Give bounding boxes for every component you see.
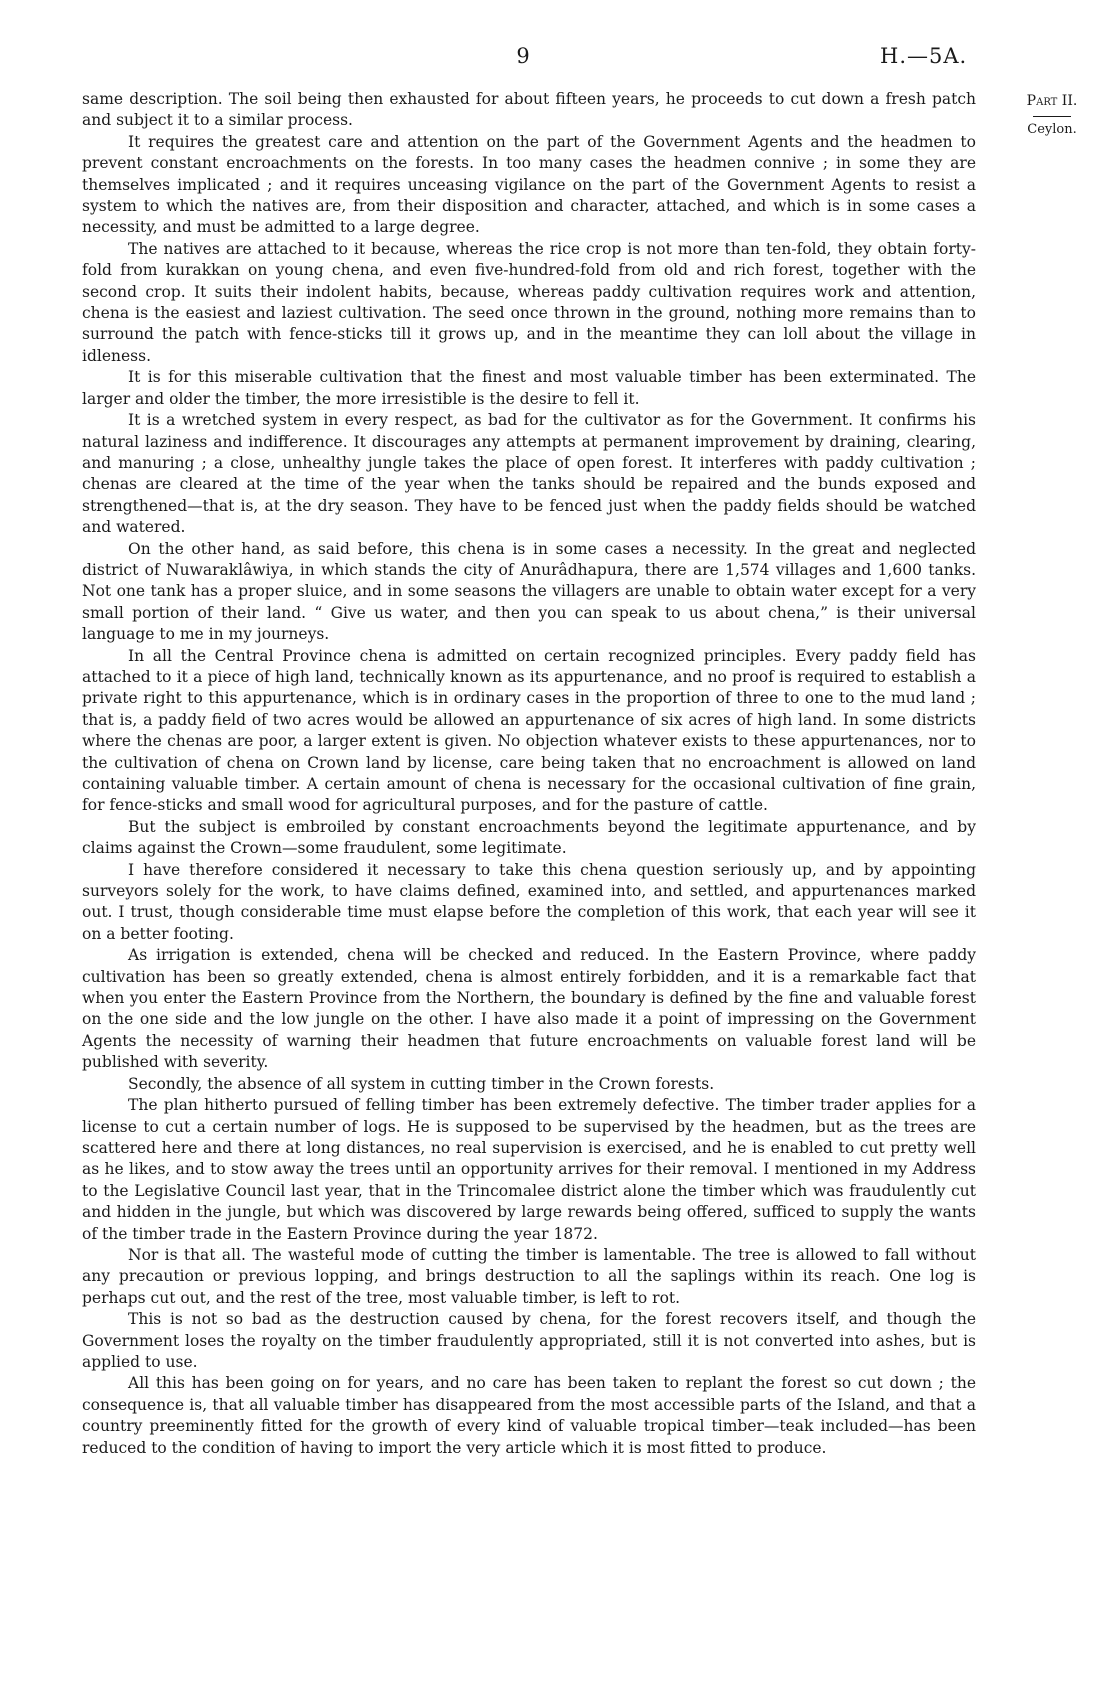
- paragraph: This is not so bad as the destruction caused by chena, for the forest recovers itself, and though the Government loses the royalty on the timber fraudulently appropriated, still it is not converted into ashes, but is applied to use.: [82, 1310, 976, 1371]
- paragraph: Secondly, the absence of all system in cutting timber in the Crown forests.: [128, 1074, 715, 1093]
- paragraph: The plan hitherto pursued of felling timber has been extremely defective. The timber trader applies for a license to cut a certain number of logs. He is supposed to be supervised by the headmen, but as the trees are scattered here and there at long distances, no real supervision is exercised, and he is enabled to cut pretty well as he likes, and to stow away the trees until an opportunity arrives for their removal. I mentioned in my Address to the Legislative Council last year, that in the Trincomalee district alone the timber which was fraudulently cut and hidden in the jungle, but which was discovered by large rewards being offered, sufficed to supply the wants of the timber trade in the Eastern Province during the year 1872.: [82, 1096, 976, 1243]
- page-number: 9: [516, 44, 530, 68]
- paragraph: It is for this miserable cultivation that the finest and most valuable timber has been exterminated. The larger and older the timber, the more irresistible is the desire to fell it.: [82, 368, 976, 408]
- margin-note-country: Ceylon.: [1027, 122, 1077, 137]
- paragraph: same description. The soil being then exhausted for about fifteen years, he proceeds to cut down a fresh patch and subject it to a similar process.: [82, 90, 976, 130]
- paragraph: It is a wretched system in every respect, as bad for the cultivator as for the Government. It confirms his natural laziness and indifference. It discourages any attempts at permanent improvement by draining, clearing, and manuring ; a close, unhealthy jungle takes the place of open forest. It interferes with paddy cultivation ; chenas are cleared at the time of the year when the tanks should be repaired and the bunds exposed and strengthened—that is, at the dry season. They have to be fenced just when the paddy fields should be watched and watered.: [82, 411, 976, 537]
- paragraph: As irrigation is extended, chena will be checked and reduced. In the Eastern Province, where paddy cultivation has been so greatly extended, chena is almost entirely forbidden, and it is a remarkable fact that when you enter the Eastern Province from the Northern, the boundary is defined by the fine and valuable forest on the one side and the low jungle on the other. I have also made it a point of impressing on the Government Agents the necessity of warning their headmen that future encroachments on valuable forest land will be published with severity.: [82, 946, 976, 1072]
- margin-note: [1010, 88, 1094, 143]
- paragraph: On the other hand, as said before, this chena is in some cases a necessity. In the great and neglected district of Nuwaraklâwiya, in which stands the city of Anurâdhapura, there are 1,574 villages and 1,600 tanks. Not one tank has a proper sluice, and in some seasons the villagers are unable to obtain water except for a very small portion of their land. “ Give us water, and then you can speak to us about chena,” is their universal language to me in my journeys.: [82, 539, 976, 644]
- paragraph: The natives are attached to it because, whereas the rice crop is not more than ten-fold, they obtain forty-fold from kurakkan on young chena, and even five-hundred-fold from old and rich forest, together with the second crop. It suits their indolent habits, because, whereas paddy cultivation requires work and attention, chena is the easiest and laziest cultivation. The seed once thrown in the ground, nothing more remains than to surround the patch with fence-sticks till it grows up, and in the meantime they can loll about the village in idleness.: [82, 239, 976, 365]
- paragraph: All this has been going on for years, and no care has been taken to replant the forest so cut down ; the consequence is, that all valuable timber has disappeared from the most accessible parts of the Island, and that a country preeminently fitted for the growth of every kind of valuable tropical timber—teak included—has been reduced to the condition of having to import the very article which it is most fitted to produce.: [82, 1374, 976, 1457]
- body-text: [82, 89, 976, 1459]
- margin-note-part: Part II.: [1026, 93, 1078, 109]
- paragraph: But the subject is embroiled by constant encroachments beyond the legitimate appurtenance, and by claims against the Crown—some fraudulent, some legitimate.: [82, 817, 976, 858]
- paragraph: Nor is that all. The wasteful mode of cutting the timber is lamentable. The tree is allowed to fall without any precaution or previous lopping, and brings destruction to all the saplings within its reach. One log is perhaps cut out, and the rest of the tree, most valuable timber, is left to rot.: [82, 1245, 976, 1307]
- paragraph: I have therefore considered it necessary to take this chena question seriously up, and by appointing surveyors solely for the work, to have claims defined, examined into, and settled, and appurtenances marked out. I trust, though considerable time must elapse before the completion of this work, that each year will see it on a better footing.: [82, 860, 976, 943]
- paragraph: It requires the greatest care and attention on the part of the Government Agents and the headmen to prevent constant encroachments on the forests. In too many cases the headmen connive ; in some they are themselves implicated ; and it requires unceasing vigilance on the part of the Government Agents to resist a system to which the natives are, from their disposition and character, attached, and which is in some cases a necessity, and must be admitted to a large degree.: [82, 132, 976, 237]
- paragraph: In all the Central Province chena is admitted on certain recognized principles. Every paddy field has attached to it a piece of high land, technically known as its appurtenance, and no proof is required to establish a private right to this appurtenance, which is in ordinary cases in the proportion of three to one to the mud land ; that is, a paddy field of two acres would be allowed an appurtenance of six acres of high land. In some districts where the chenas are poor, a larger extent is given. No objection whatever exists to these appurtenances, nor to the cultivation of chena on Crown land by license, care being taken that no encroachment is allowed on land containing valuable timber. A certain amount of chena is necessary for the occasional cultivation of fine grain, for fence-sticks and small wood for agricultural purposes, and for the pasture of cattle.: [82, 646, 976, 815]
- document-reference: H.—5A.: [880, 44, 968, 68]
